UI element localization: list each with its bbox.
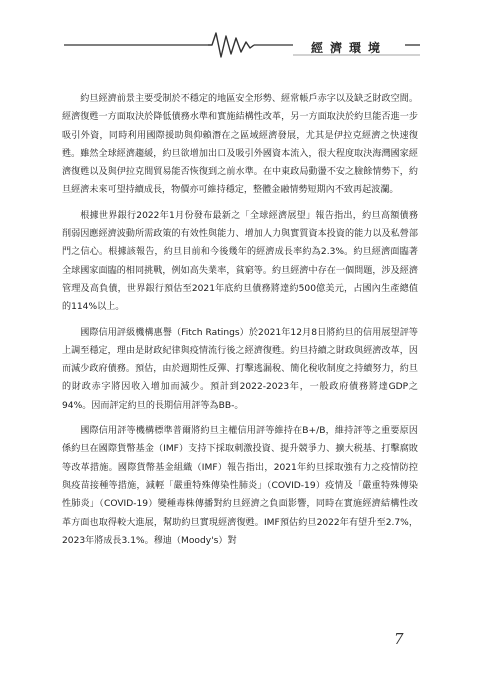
- paragraph: 約旦經濟前景主要受制於不穩定的地區安全形勢、經常帳戶赤字以及缺乏財政空間。經濟復甦一方面取決於降低債務水準和實施結構性改革，另一方面取決於約旦能否進一步吸引外資，同時利用國際援助與仰賴潛在之區域經濟發展，尤其是伊拉克經濟之快速復甦。雖然全球經濟趨緩，約旦欲增加出口及吸引外國資本流入，很大程度取決海灣國家經濟復甦以及與伊拉克間貿易能否恢復到之前水準。在中東政局動盪不安之臉餘情勢下，約旦經濟未來可望持續成長，物價亦可維持穩定，整體金融情勢短期內不致再起波瀾。: [62, 94, 418, 196]
- page-number: 7: [394, 630, 404, 648]
- paragraph: 國際信用評等機構標準普爾將約旦主權信用評等維持在B+/B，維持評等之重要原因係約旦在國際貨幣基金（IMF）支持下採取刺激投資、提升競爭力、擴大税基、打擊腐敗等改革措施。國際貨幣基金組織（IMF）報告指出，2021年約旦採取強有力之疫情防控與疫苗接種等措施，減輕「嚴重特殊傳染性肺炎」（COVID-19）疫情及「嚴重特殊傳染性肺炎」（COVID-19）變種毒株傳播對約旦經濟之負面影響，同時在實施經濟結構性改革方面也取得較大進展，幫助約旦實現經濟復甦。IMF預估約旦2022年有望升至2.7%，2023年將成長3.1%。穆迪（Moody's）對: [62, 426, 418, 546]
- paragraph: 根據世界銀行2022年1月份發布最新之「全球經濟展望」報告指出，約旦高額債務削弱因應經濟波動所需政策的有效性與能力、增加人力與實質資本投資的能力以及私營部門之信心。根據該報告，約旦目前和今後幾年的經濟成長率約為2.3%。約旦經濟面臨著全球國家面臨的相同挑戰，例如高失業率，貧窮等。約旦經濟中存在一個問題，涉及經濟管理及高負債，世界銀行預估至2021年底約旦債務將達約500億美元，占國內生產總值的114%以上。: [62, 210, 418, 313]
- paragraph: 國際信用評級機構惠譽（Fitch Ratings）於2021年12月8日將約旦的信用展望評等上調至穩定，理由是財政紀律與疫情流行後之經濟復甦。約旦持續之財政與經濟改革，因而減少政府債務。預估，由於週期性反彈、打擊逃漏稅、簡化稅收制度之持續努力，約旦的財政赤字將因收入增加而減少。預計到2022-2023年，一般政府債務將達GDP之94%。因而評定約旦的長期信用評等為BB-。: [62, 327, 418, 411]
- section-title: 經濟環境: [310, 41, 387, 55]
- page-header: [0, 0, 480, 70]
- article-body: [62, 90, 418, 557]
- heartbeat-line-ornament: [0, 0, 480, 70]
